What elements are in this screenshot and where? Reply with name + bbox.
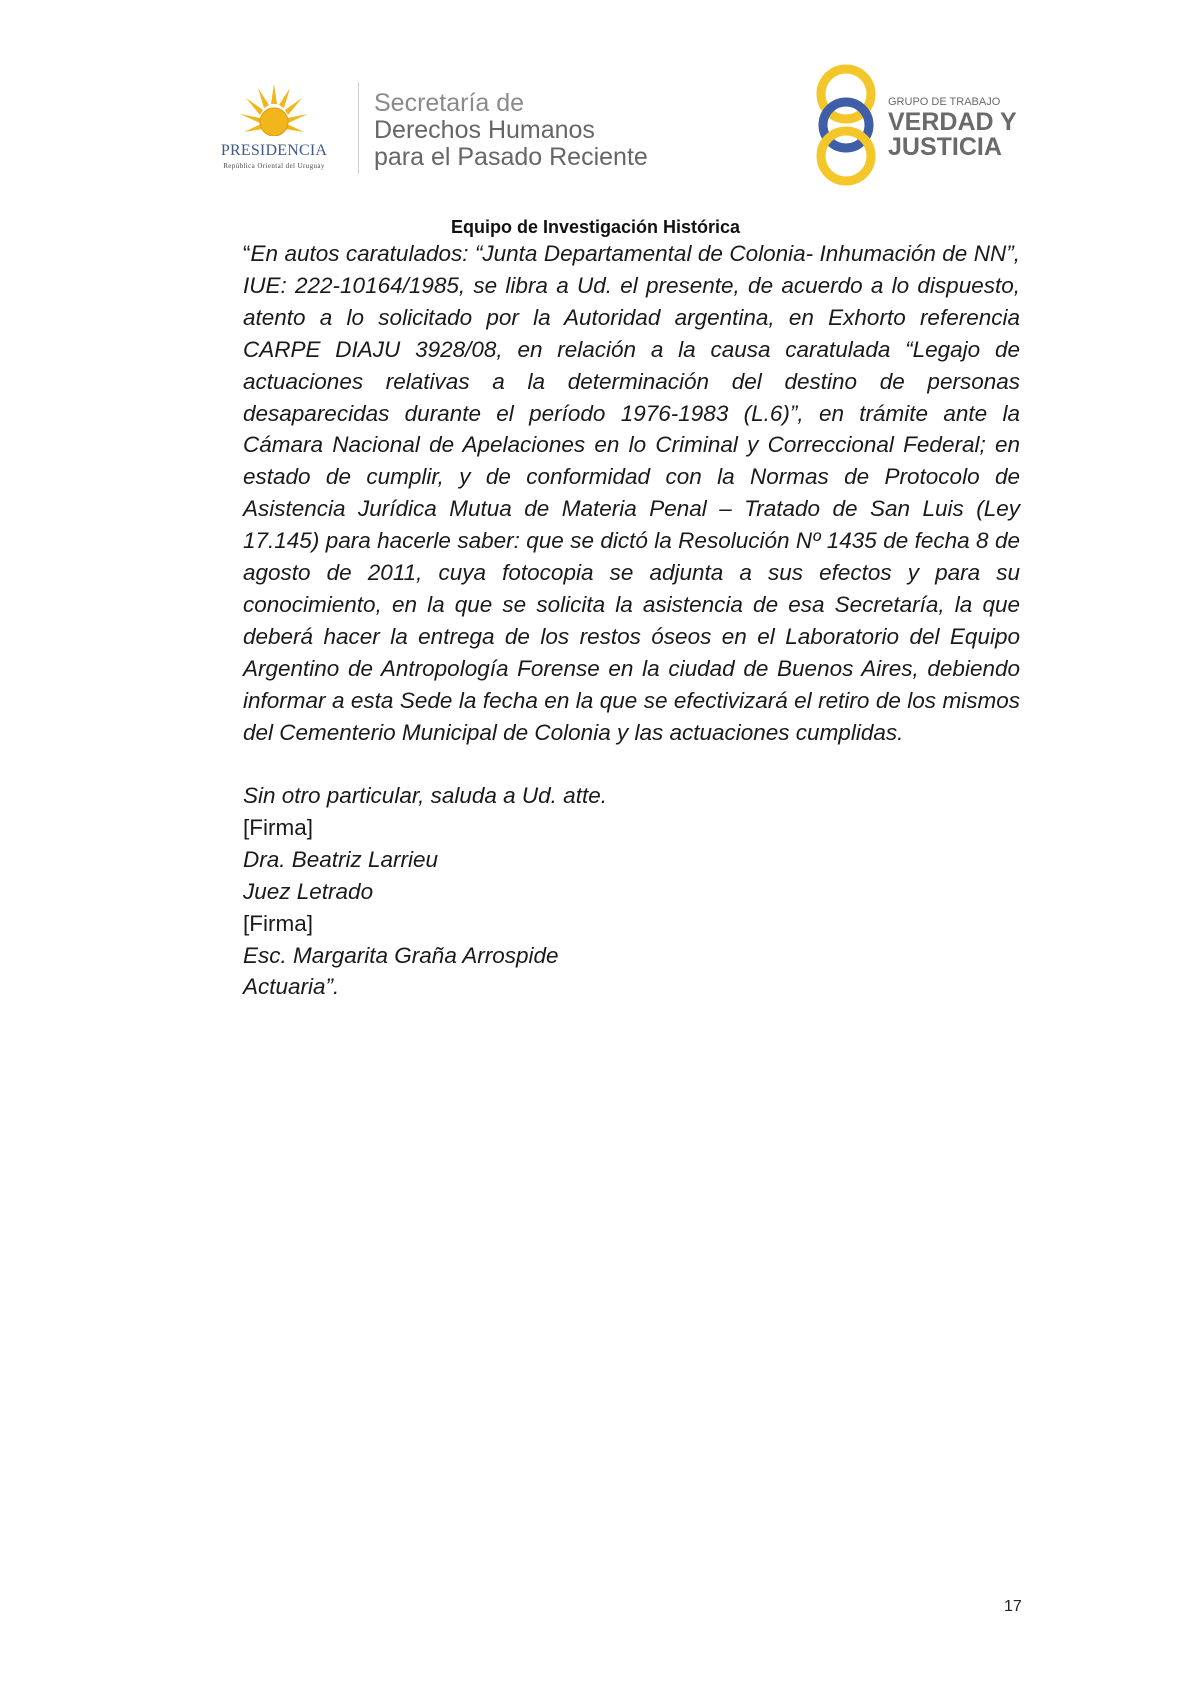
resolution-body — [243, 238, 1020, 749]
grupo-label: GRUPO DE TRABAJO — [888, 96, 1001, 108]
signer-1-name: Dra. Beatriz Larrieu — [243, 846, 439, 872]
sun-emblem-icon — [238, 82, 310, 142]
grupo-title-line-1: VERDAD Y — [888, 108, 1017, 136]
team-title: Equipo de Investigación Histórica — [450, 217, 741, 237]
presidencia-wordmark: PRESIDENCIA — [220, 142, 328, 159]
secretaria-logo-text — [374, 90, 648, 171]
page-number: 17 — [1004, 1598, 1022, 1615]
grupo-title — [888, 110, 1017, 160]
grupo-title-line-2: JUSTICIA — [888, 133, 1002, 161]
signer-2-name: Esc. Margarita Graña Arrospide — [243, 942, 559, 968]
opening-quote: “ — [243, 241, 251, 266]
signer-2-title: Actuaria”. — [243, 974, 340, 1000]
header-divider — [358, 82, 359, 174]
interlocking-rings-icon — [812, 62, 882, 188]
signer-1-title: Juez Letrado — [243, 878, 374, 904]
closing-line: Sin otro particular, saluda a Ud. atte. — [243, 783, 607, 808]
signature-marker-1: [Firma] — [243, 814, 313, 840]
secretaria-line-2: Derechos Humanos — [374, 116, 595, 144]
page-header — [0, 0, 1191, 200]
secretaria-line-1: Secretaría de — [374, 89, 525, 117]
body-paragraph: En autos caratulados: “Junta Departamental de Colonia- Inhumación de NN”, IUE: 222-10164/1985, se libra a Ud. el presente, de acuerdo a lo dispuesto, atento a lo solicitado por la Autoridad argentina, en Exhorto referencia CARPE DIAJU 3928/08, en relación a la causa caratulada “Legajo de actuaciones relativas a la determinación del destino de personas desaparecidas durante el período 1976-1983 (L.6)”, en trámite ante la Cámara Nacional de Apelaciones en lo Criminal y Correccional Federal; en estado de cumplir, y de conformidad con la Normas de Protocolo de Asistencia Jurídica Mutua de Materia Penal – Tratado de San Luis (Ley 17.145) para hacerle saber: que se dictó la Resolución Nº 1435 de fecha 8 de agosto de 2011, cuya fotocopia se adjunta a sus efectos y para su conocimiento, en la que se solicita la asistencia de esa Secretaría, la que deberá hacer la entrega de los restos óseos en el Laboratorio del Equipo Argentino de Antropología Forense en la ciudad de Buenos Aires, debiendo informar a esta Sede la fecha en la que se efectivizará el retiro de los mismos del Cementerio Municipal de Colonia y las actuaciones cumplidas. — [243, 241, 1020, 745]
signature-block — [243, 780, 607, 1003]
secretaria-line-3: para el Pasado Reciente — [374, 143, 648, 171]
presidencia-subtitle: República Oriental del Uruguay — [223, 162, 325, 170]
presidencia-logo — [196, 82, 352, 176]
signature-marker-2: [Firma] — [243, 910, 313, 936]
grupo-verdad-justicia-logo — [812, 62, 1032, 188]
